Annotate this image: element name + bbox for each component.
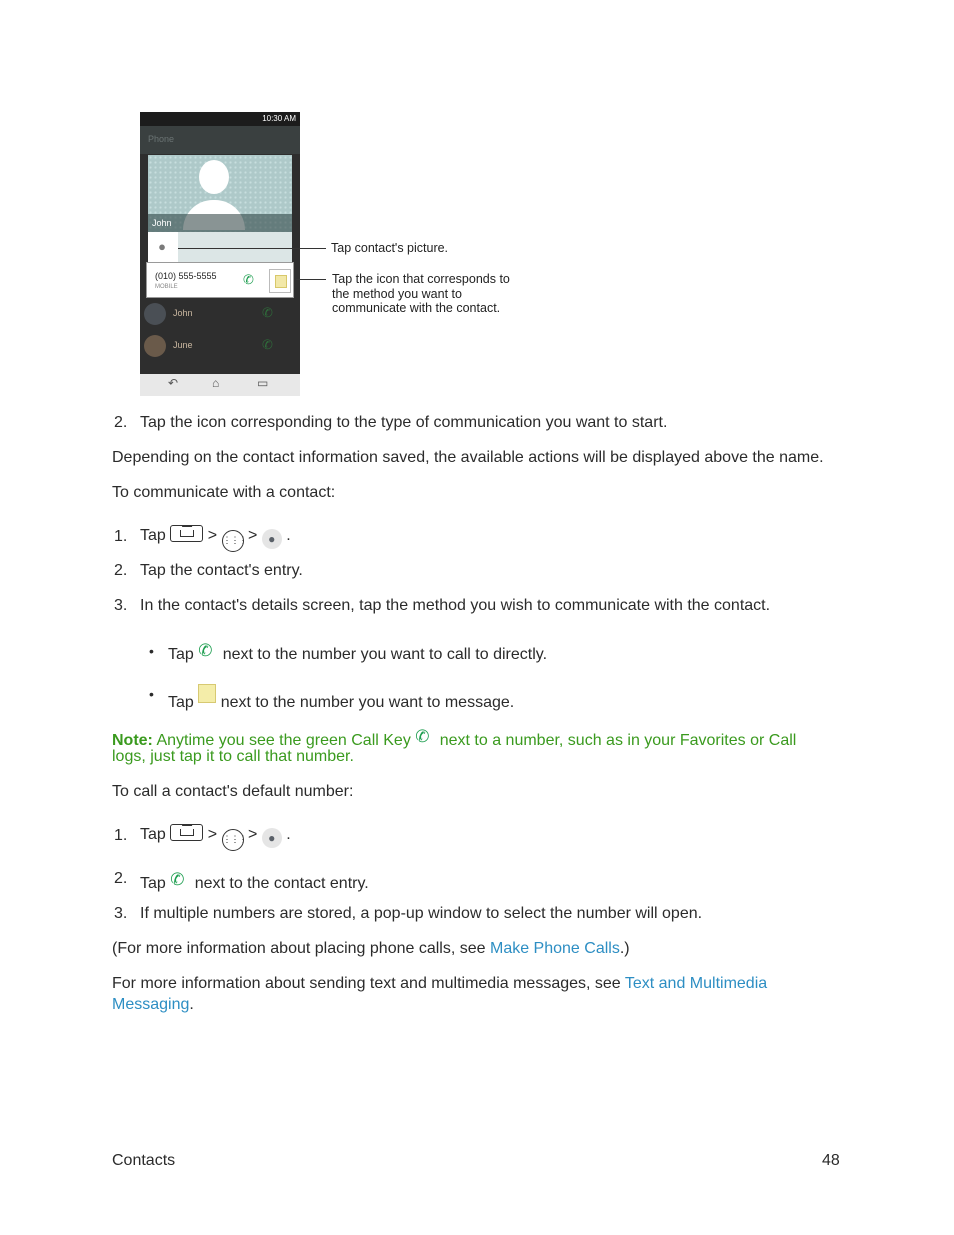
callout-line-method — [296, 279, 326, 280]
step-number: 3. — [114, 597, 128, 614]
callout-line-picture — [178, 248, 326, 249]
list-item[interactable] — [140, 298, 300, 330]
step-text: In the contact's details screen, tap the method you wish to communicate with the contact. — [140, 597, 771, 614]
step-number: 2. — [114, 414, 128, 431]
callout-picture: Tap contact's picture. — [331, 241, 449, 255]
message-icon[interactable] — [269, 269, 291, 293]
footer-page-number: 48 — [822, 1152, 840, 1169]
home-icon[interactable]: ⌂ — [212, 376, 220, 390]
link-text-multimedia[interactable]: Text and Multimedia — [624, 975, 768, 992]
app-bar — [140, 126, 300, 154]
apps-icon: ⋮⋮⋮ — [222, 530, 244, 552]
contact-name: John — [152, 218, 172, 228]
step-number: 3. — [114, 905, 128, 922]
bullet-call: Tap ✆ next to the number you want to call to directly. — [168, 641, 548, 663]
paragraph-to-communicate: To communicate with a contact: — [112, 484, 336, 501]
back-icon[interactable]: ↶ — [168, 376, 179, 390]
bullet-dot: • — [149, 686, 154, 702]
step-text: If multiple numbers are stored, a pop-up window to select the number will open. — [140, 905, 703, 922]
step-text: Tap the icon corresponding to the type of communication you want to start. — [140, 414, 668, 431]
number-type: MOBILE — [155, 284, 178, 290]
nav-bar — [140, 374, 300, 396]
list-item-name: John — [173, 308, 193, 318]
phone-screenshot — [140, 112, 300, 396]
home-key-icon — [170, 824, 203, 841]
contact-icon-row — [148, 232, 292, 262]
list-item-name: June — [173, 340, 193, 350]
list-item[interactable] — [140, 330, 300, 362]
bullet-message: Tap next to the number you want to message. — [168, 684, 514, 714]
paragraph-depending: Depending on the contact information saved, the available actions will be displayed above the name. — [112, 449, 824, 466]
note-line-2: logs, just tap it to call that number. — [112, 748, 354, 765]
bullet-dot: • — [149, 643, 154, 659]
phone-number: (010) 555-5555 — [155, 271, 217, 281]
apps-icon: ⋮⋮⋮ — [222, 829, 244, 851]
phone-call-icon: ✆ — [415, 727, 430, 746]
icon-row-shade — [178, 232, 292, 262]
message-icon — [198, 684, 216, 703]
status-time: 10:30 AM — [262, 114, 296, 123]
link-messaging[interactable]: Messaging — [112, 996, 190, 1013]
note-line-1: Note: Anytime you see the green Call Key ✆ next to a number, such as in your Favorites or Call — [112, 727, 797, 749]
paragraph-more-calls: (For more information about placing phone calls, see Make Phone Calls.) — [112, 940, 630, 957]
footer-section: Contacts — [112, 1152, 176, 1169]
contact-name-bar — [148, 214, 292, 232]
phone-call-icon[interactable]: ✆ — [262, 305, 273, 320]
number-card — [146, 262, 294, 298]
phone-call-icon[interactable]: ✆ — [243, 272, 254, 287]
step-number: 2. — [114, 870, 128, 887]
person-icon: ● — [158, 239, 166, 254]
step-number: 1. — [114, 827, 128, 844]
paragraph-more-msgs: For more information about sending text and multimedia messages, see Text and Multimedia — [112, 975, 768, 992]
phone-call-icon: ✆ — [170, 870, 185, 889]
link-make-phone-calls[interactable]: Make Phone Calls — [489, 940, 620, 957]
app-title: Phone — [148, 134, 175, 144]
step-tap-line: Tap > ⋮⋮⋮ > ● . — [140, 522, 291, 552]
home-key-icon — [170, 525, 203, 542]
avatar-head-shape — [199, 160, 229, 194]
paragraph-more-msgs-2: Messaging. — [112, 996, 194, 1013]
phone-call-icon[interactable]: ✆ — [262, 337, 273, 352]
paragraph-default: To call a contact's default number: — [112, 783, 354, 800]
step-number: 2. — [114, 562, 128, 579]
recent-apps-icon[interactable]: ▭ — [257, 376, 269, 390]
status-bar — [140, 112, 300, 126]
contacts-icon: ● — [262, 529, 282, 549]
step-tap-line: Tap ✆ next to the contact entry. — [140, 870, 369, 892]
contacts-icon: ● — [262, 828, 282, 848]
step-text: Tap the contact's entry. — [140, 562, 303, 579]
step-number: 1. — [114, 528, 128, 545]
step-tap-line: Tap > ⋮⋮⋮ > ● . — [140, 821, 291, 851]
phone-call-icon: ✆ — [198, 641, 213, 660]
callout-method: Tap the icon that corresponds to the method you want to communicate with the contact. — [332, 272, 510, 315]
